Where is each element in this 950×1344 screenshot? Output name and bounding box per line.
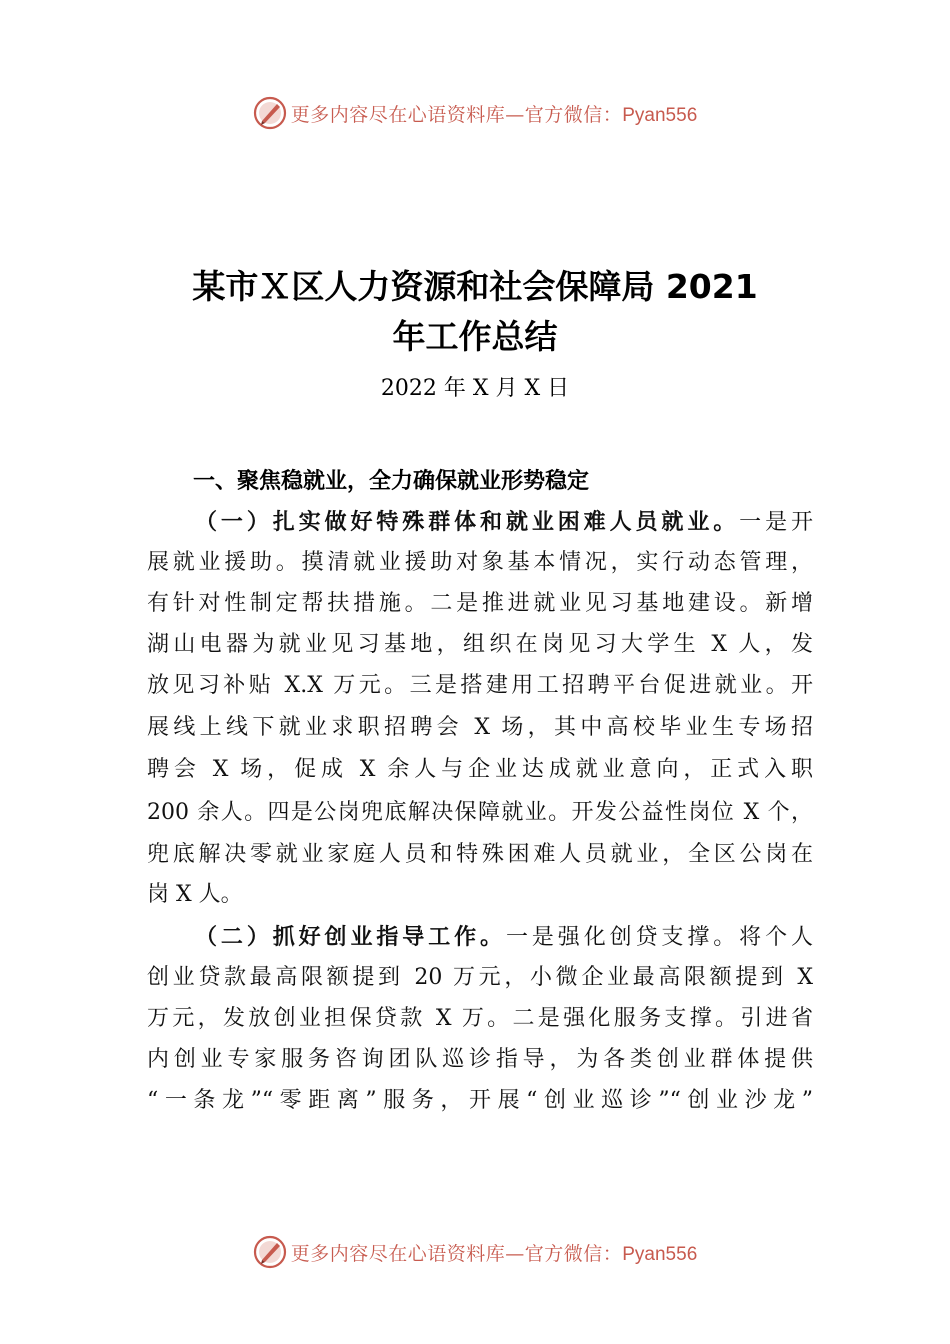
watermark-text: 更多内容尽在心语资料库—官方微信：Pyan556 bbox=[290, 1242, 698, 1265]
paragraph-1-line: 200 余人。四是公岗兜底解决保障就业。开发公益性岗位 X 个， bbox=[147, 800, 813, 825]
paragraph-1-line: 聘会 X 场，促成 X 余人与企业达成就业意向，正式入职 bbox=[147, 757, 813, 782]
watermark-wechat-id: Pyan556 bbox=[622, 1243, 698, 1265]
document-date: 2022 年 X 月 X 日 bbox=[380, 376, 570, 401]
paragraph-2-line: 万元，发放创业担保贷款 X 万。二是强化服务支撑。引进省 bbox=[147, 1006, 813, 1031]
paragraph-2-line: “一条龙”“零距离”服务，开展“创业巡诊”“创业沙龙” bbox=[147, 1088, 813, 1113]
watermark-text: 更多内容尽在心语资料库—官方微信：Pyan556 bbox=[290, 103, 698, 126]
paragraph-2-line: 内创业专家服务咨询团队巡诊指导，为各类创业群体提供 bbox=[147, 1047, 813, 1072]
paragraph-1-line: 岗 X 人。 bbox=[147, 882, 243, 907]
paragraph-1-line: （一）扎实做好特殊群体和就业困难人员就业。一是开 bbox=[195, 509, 813, 535]
watermark-wechat-id: Pyan556 bbox=[622, 104, 698, 126]
paragraph-1-line: 展就业援助。摸清就业援助对象基本情况，实行动态管理， bbox=[147, 550, 813, 575]
watermark-footer bbox=[0, 1232, 950, 1272]
document-title-line-2: 年工作总结 bbox=[392, 317, 558, 356]
paragraph-1-line: 兜底解决零就业家庭人员和特殊困难人员就业，全区公岗在 bbox=[147, 842, 813, 867]
paragraph-1-line: 有针对性制定帮扶措施。二是推进就业见习基地建设。新增 bbox=[147, 591, 813, 616]
section-heading: 一、聚焦稳就业，全力确保就业形势稳定 bbox=[193, 469, 590, 494]
pen-logo-icon bbox=[253, 96, 287, 130]
paragraph-2-line: 创业贷款最高限额提到 20 万元，小微企业最高限额提到 X bbox=[147, 965, 813, 990]
paragraph-1-lead: （一）扎实做好特殊群体和就业困难人员就业。 bbox=[195, 509, 740, 535]
watermark-header bbox=[0, 93, 950, 133]
paragraph-1-line: 展线上线下就业求职招聘会 X 场，其中高校毕业生专场招 bbox=[147, 715, 813, 740]
paragraph-1-line: 放见习补贴 X.X 万元。三是搭建用工招聘平台促进就业。开 bbox=[147, 673, 813, 698]
pen-logo-icon bbox=[253, 1235, 287, 1269]
document-title-line-1: 某市Ｘ区人力资源和社会保障局 2021 bbox=[192, 267, 758, 306]
paragraph-2-lead: （二）抓好创业指导工作。 bbox=[195, 924, 506, 950]
paragraph-1-line: 湖山电器为就业见习基地，组织在岗见习大学生 X 人，发 bbox=[147, 632, 813, 657]
paragraph-2-line: （二）抓好创业指导工作。一是强化创贷支撑。将个人 bbox=[195, 924, 813, 950]
